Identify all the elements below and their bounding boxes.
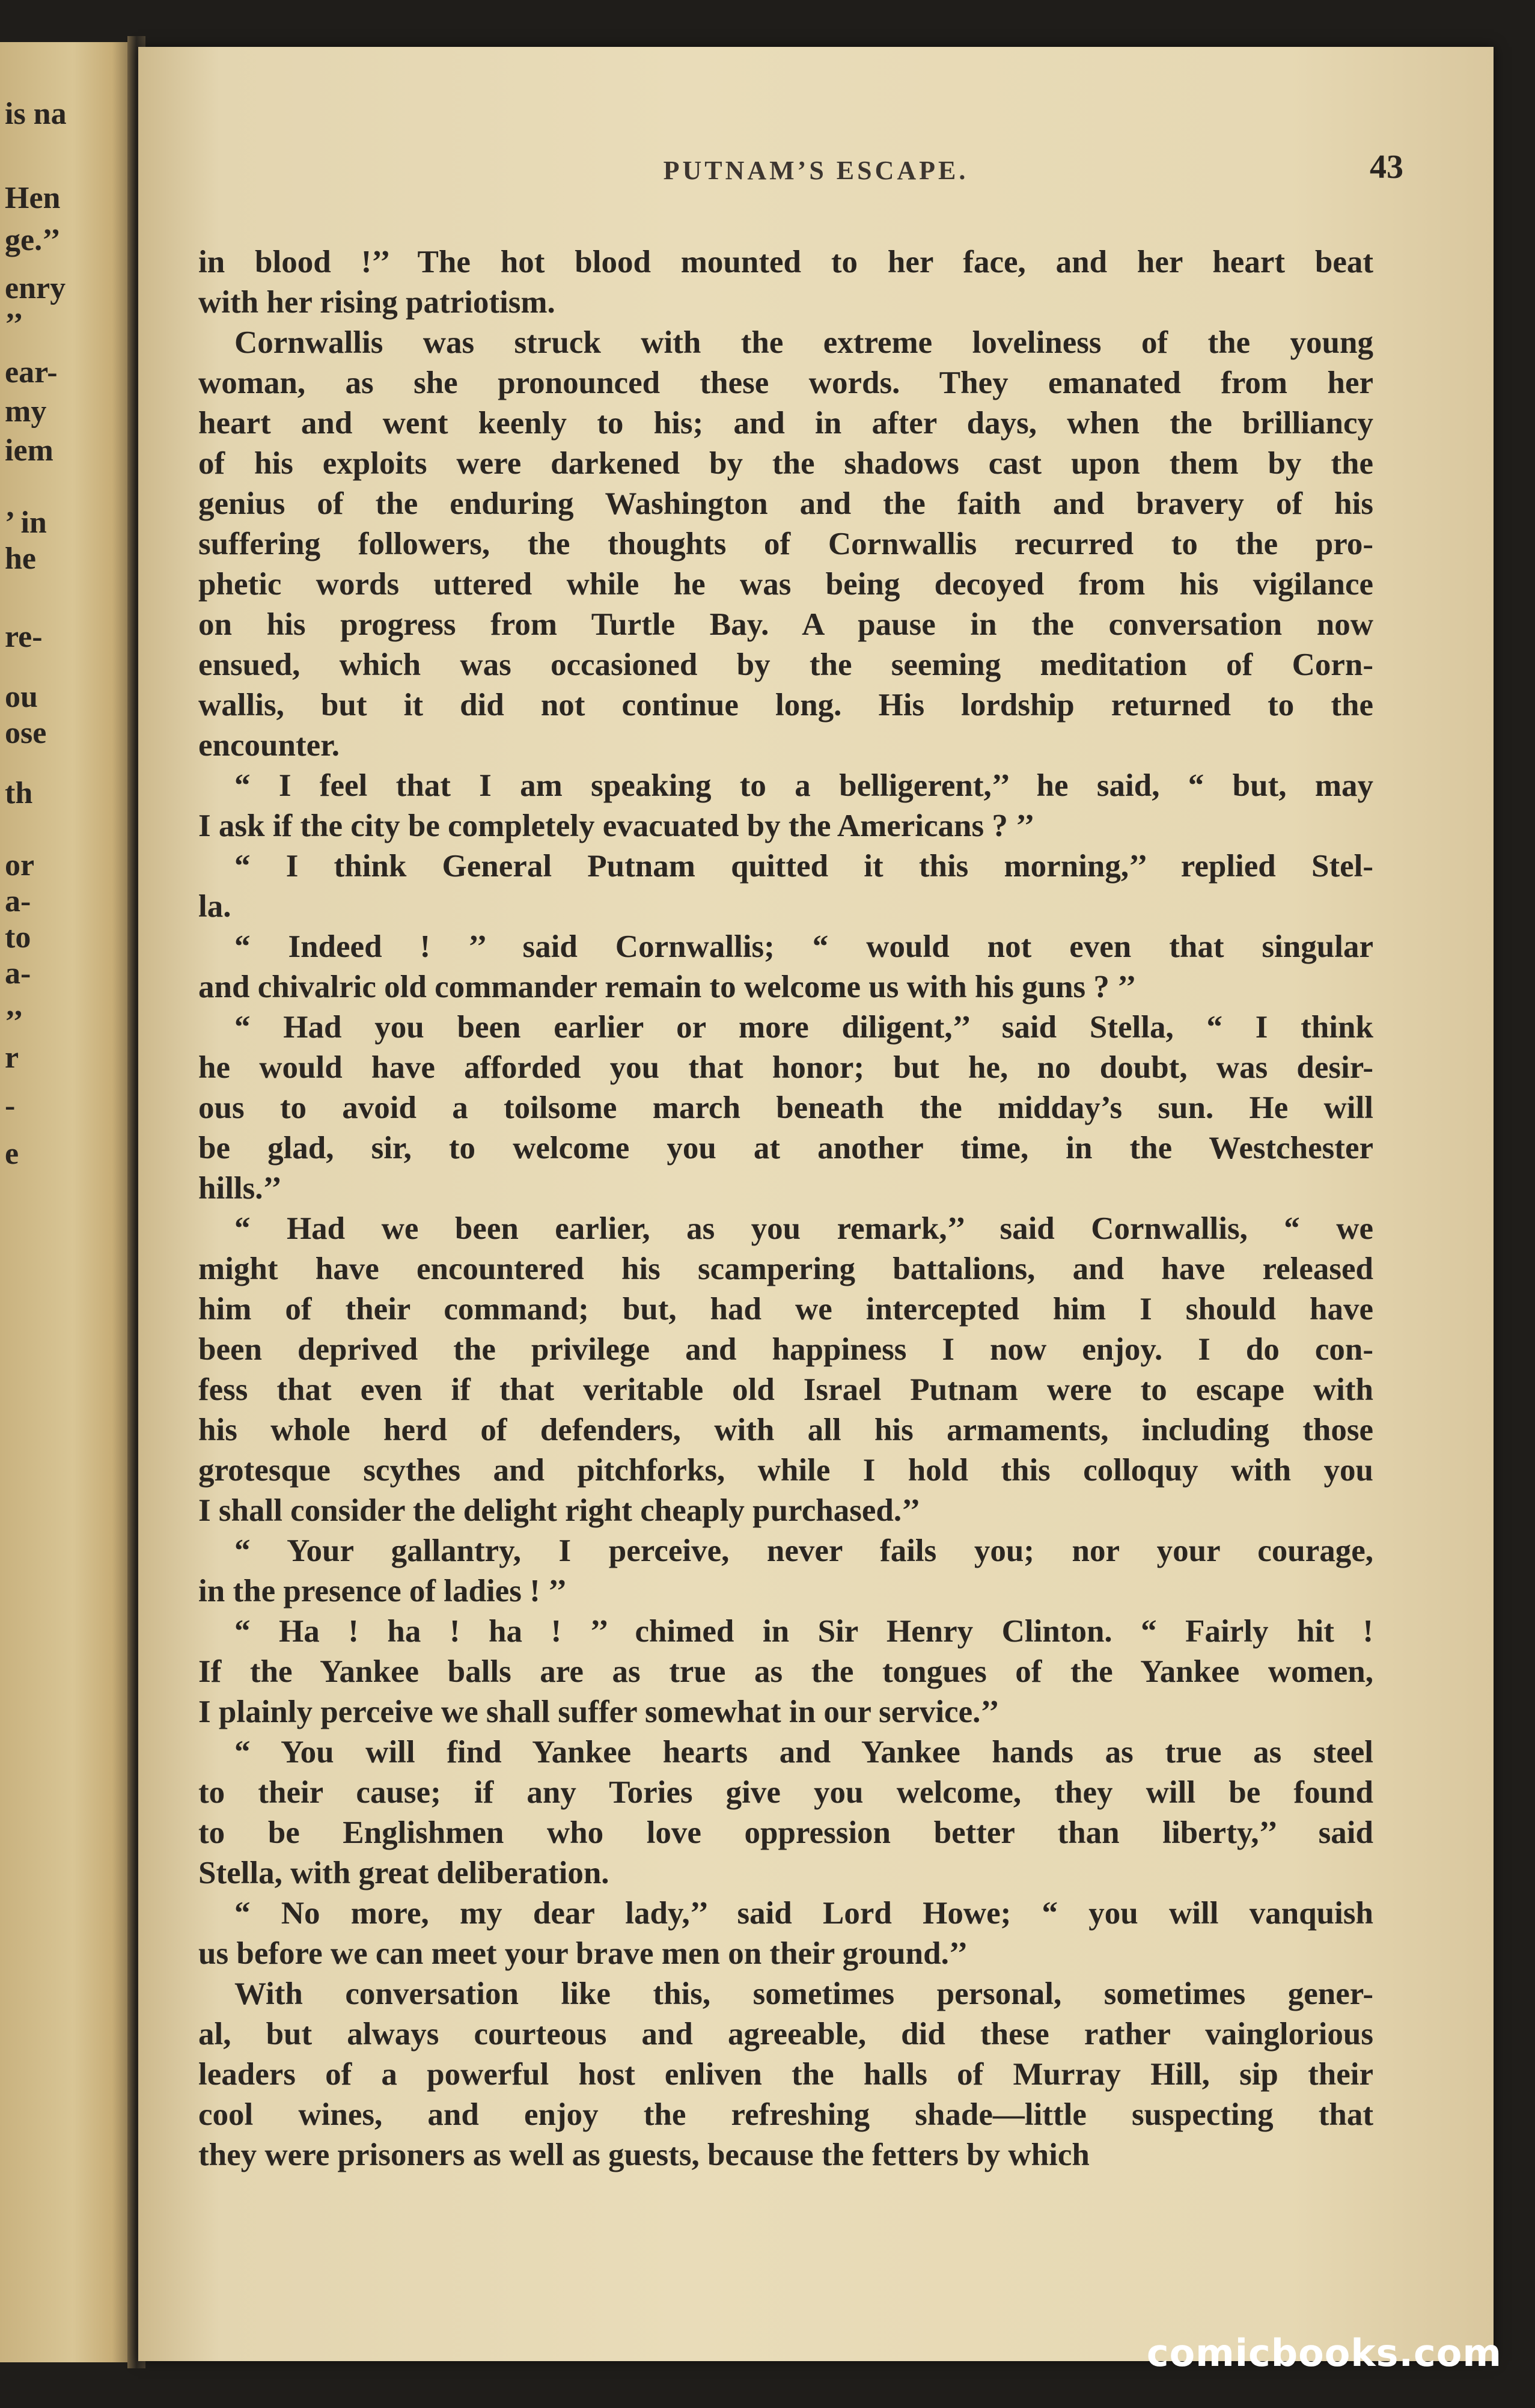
text-line: fess that even if that veritable old Israel Putnam were to escape with xyxy=(198,1372,1373,1407)
text-line: they were prisoners as well as guests, because the fetters by which xyxy=(198,2138,1090,2172)
facing-page-edge xyxy=(0,42,132,2362)
text-line: him of their command; but, had we intercepted him I should have xyxy=(198,1292,1373,1327)
facing-page-fragment: Hen xyxy=(5,181,61,215)
running-head: PUTNAM’S ESCAPE. xyxy=(663,156,969,185)
text-line: ous to avoid a toilsome march beneath the midday’s sun. He will xyxy=(198,1090,1373,1125)
text-line: might have encountered his scampering battalions, and have released xyxy=(198,1251,1373,1286)
facing-page-fragment: th xyxy=(5,776,33,810)
facing-page-fragment: a- xyxy=(5,884,31,918)
text-line: “ Had we been earlier, as you remark,’’ said Cornwallis, “ we xyxy=(234,1211,1373,1246)
facing-page-fragment: - xyxy=(5,1089,16,1123)
text-line: to their cause; if any Tories give you welcome, they will be found xyxy=(198,1775,1373,1810)
book-page xyxy=(138,47,1494,2361)
facing-page-fragment: r xyxy=(5,1041,19,1075)
text-line: “ I feel that I am speaking to a belligerent,’’ he said, “ but, may xyxy=(234,768,1373,803)
text-line: us before we can meet your brave men on their ground.’’ xyxy=(198,1936,968,1971)
facing-page-fragment: or xyxy=(5,848,35,882)
text-line: grotesque scythes and pitchforks, while I hold this colloquy with you xyxy=(198,1453,1373,1488)
text-line: al, but always courteous and agreeable, did these rather vainglorious xyxy=(198,2017,1373,2052)
text-line: Cornwallis was struck with the extreme loveliness of the young xyxy=(234,325,1373,360)
facing-page-fragment: enry xyxy=(5,271,66,305)
facing-page-fragment: a- xyxy=(5,956,31,991)
text-line: in the presence of ladies ! ’’ xyxy=(198,1574,567,1609)
text-line: heart and went keenly to his; and in after days, when the brilliancy xyxy=(198,406,1373,441)
facing-page-fragment: my xyxy=(5,394,47,429)
text-line: hills.’’ xyxy=(198,1171,282,1206)
text-line: I ask if the city be completely evacuated by the Americans ? ’’ xyxy=(198,808,1035,843)
text-line: suffering followers, the thoughts of Cornwallis recurred to the pro- xyxy=(198,527,1373,561)
body-text xyxy=(198,242,1373,2175)
facing-page-fragment: ’’ xyxy=(5,307,23,341)
text-line: wallis, but it did not continue long. His lordship returned to the xyxy=(198,688,1373,723)
site-watermark: comicbooks.com xyxy=(1146,2331,1502,2375)
text-line: on his progress from Turtle Bay. A pause in the conversation now xyxy=(198,607,1373,642)
text-line: “ Had you been earlier or more diligent,’’ said Stella, “ I think xyxy=(234,1010,1373,1045)
text-line: If the Yankee balls are as true as the tongues of the Yankee women, xyxy=(198,1654,1373,1689)
text-line: and chivalric old commander remain to welcome us with his guns ? ’’ xyxy=(198,970,1137,1004)
text-line: leaders of a powerful host enliven the halls of Murray Hill, sip their xyxy=(198,2057,1373,2092)
facing-page-fragment: ’’ xyxy=(5,1004,23,1039)
text-line: la. xyxy=(198,889,231,924)
facing-page-fragment: ear- xyxy=(5,355,58,390)
text-line: Stella, with great deliberation. xyxy=(198,1856,609,1890)
text-line: “ No more, my dear lady,’’ said Lord Howe; “ you will vanquish xyxy=(234,1896,1373,1931)
text-line: “ Indeed ! ’’ said Cornwallis; “ would not even that singular xyxy=(234,929,1373,964)
text-line: of his exploits were darkened by the shadows cast upon them by the xyxy=(198,446,1373,481)
text-line: to be Englishmen who love oppression better than liberty,’’ said xyxy=(198,1815,1373,1850)
text-line: with her rising patriotism. xyxy=(198,285,555,320)
text-line: I shall consider the delight right cheaply purchased.’’ xyxy=(198,1493,921,1528)
text-line: I plainly perceive we shall suffer somewhat in our service.’’ xyxy=(198,1694,999,1729)
facing-page-fragment: he xyxy=(5,542,36,576)
text-line: cool wines, and enjoy the refreshing shade—little suspecting that xyxy=(198,2097,1373,2132)
text-line: his whole herd of defenders, with all his armaments, including those xyxy=(198,1413,1373,1447)
text-line: “ You will find Yankee hearts and Yankee hands as true as steel xyxy=(234,1735,1373,1770)
facing-page-fragment: is na xyxy=(5,97,67,131)
text-line: he would have afforded you that honor; but he, no doubt, was desir- xyxy=(198,1050,1373,1085)
facing-page-fragment: e xyxy=(5,1137,19,1171)
text-line: be glad, sir, to welcome you at another time, in the Westchester xyxy=(198,1131,1373,1166)
text-line: genius of the enduring Washington and the faith and bravery of his xyxy=(198,486,1373,521)
facing-page-fragment: ’ in xyxy=(5,506,47,540)
facing-page-fragment: ge.’’ xyxy=(5,223,61,257)
facing-page-fragment: re- xyxy=(5,620,43,654)
page-number: 43 xyxy=(1370,148,1403,186)
text-line: “ Ha ! ha ! ha ! ’’ chimed in Sir Henry Clinton. “ Fairly hit ! xyxy=(234,1614,1373,1649)
facing-page-fragment: ou xyxy=(5,680,38,714)
text-line: in blood !’’ The hot blood mounted to her face, and her heart beat xyxy=(198,245,1373,280)
facing-page-fragment: ose xyxy=(5,716,47,750)
text-line: woman, as she pronounced these words. They emanated from her xyxy=(198,365,1373,400)
text-line: encounter. xyxy=(198,728,340,763)
facing-page-fragment: to xyxy=(5,920,31,955)
text-line: “ I think General Putnam quitted it this morning,’’ replied Stel- xyxy=(234,849,1373,884)
text-line: been deprived the privilege and happiness I now enjoy. I do con- xyxy=(198,1332,1373,1367)
text-line: ensued, which was occasioned by the seeming meditation of Corn- xyxy=(198,647,1373,682)
text-line: With conversation like this, sometimes personal, sometimes gener- xyxy=(234,1976,1373,2011)
facing-page-fragment: iem xyxy=(5,433,53,468)
text-line: phetic words uttered while he was being decoyed from his vigilance xyxy=(198,567,1373,602)
text-line: “ Your gallantry, I perceive, never fails you; nor your courage, xyxy=(234,1533,1373,1568)
